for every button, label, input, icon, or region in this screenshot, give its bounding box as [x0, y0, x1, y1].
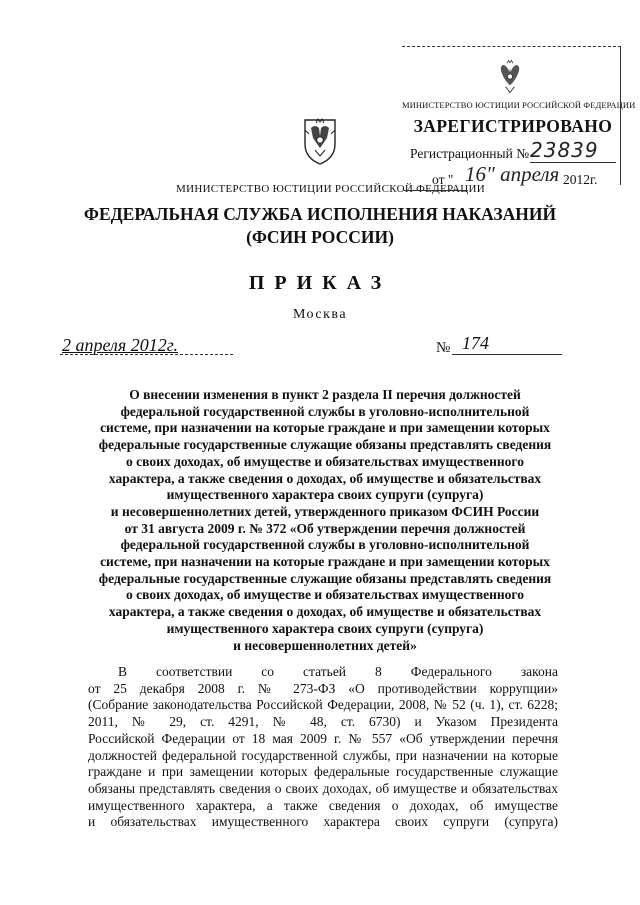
title-line: имущественного характера своих супруги (супруга) [166, 620, 484, 636]
stamp-reg-number: 23839 [530, 138, 616, 163]
title-line: от 31 августа 2009 г. № 372 «Об утверждении перечня должностей [124, 520, 526, 536]
order-title [70, 387, 580, 654]
document-type-heading: ПРИКАЗ [248, 272, 392, 294]
body-line: обязаны представлять сведения о своих доходах, об имуществе и обязательствах [88, 780, 558, 796]
order-number-label: № [436, 340, 451, 356]
order-date-line [60, 354, 233, 355]
coat-of-arms-icon [297, 114, 343, 166]
stamp-date-year: 2012г. [563, 172, 598, 187]
title-line: о своих доходах, об имуществе и обязательствах имущественного [126, 587, 524, 603]
stamp-ministry-text: МИНИСТЕРСТВО ЮСТИЦИИ РОССИЙСКОЙ ФЕДЕРАЦИИ [402, 100, 636, 110]
title-line: имущественного характера своих супруги (супруга) [166, 487, 484, 503]
title-line: и несовершеннолетних детей» [233, 637, 417, 653]
title-line: федеральные государственные служащие обязаны представлять сведения [98, 570, 552, 586]
stamp-coat-of-arms-icon [492, 59, 528, 97]
body-line: имущественного характера, а также сведения о доходах, об имуществе [88, 797, 558, 813]
order-number-handwritten: 174 [462, 333, 489, 353]
body-line: и обязательствах имущественного характера своих супруги (супруга) [88, 814, 558, 830]
title-line: и несовершеннолетних детей, утвержденного приказом ФСИН России [110, 503, 540, 519]
city-name: Москва [292, 307, 348, 322]
stamp-date-handwritten: 16" апреля [465, 162, 560, 186]
body-line: граждане и при замещении которых федеральные государственные служащие [88, 764, 558, 780]
ministry-name: МИНИСТЕРСТВО ЮСТИЦИИ РОССИЙСКОЙ ФЕДЕРАЦИИ [176, 183, 485, 195]
service-name: ФЕДЕРАЛЬНАЯ СЛУЖБА ИСПОЛНЕНИЯ НАКАЗАНИЙ [83, 204, 557, 224]
title-line: системе, при назначении на которые граждане и при замещении которых [100, 420, 550, 436]
title-line: О внесении изменения в пункт 2 раздела II перечня должностей [129, 387, 521, 402]
body-line: Российской Федерации от 18 мая 2009 г. № 557 «Об утверждении перечня [88, 730, 558, 746]
title-line: федеральной государственной службы в уголовно-исполнительной [120, 403, 530, 419]
title-line: характера, а также сведения о доходах, об имуществе и обязательствах [108, 470, 542, 486]
body-line: должностей федеральной государственной службы, при назначении на которые [88, 747, 558, 763]
body-line: В соответствии со статьей 8 Федерального закона [118, 664, 558, 679]
order-date-handwritten: 2 апреля 2012г. [62, 335, 179, 355]
body-line: от 25 декабря 2008 г. № 273-ФЗ «О противодействии коррупции» [88, 680, 558, 696]
stamp-reg-label: Регистрационный № [410, 146, 530, 161]
title-line: характера, а также сведения о доходах, об имуществе и обязательствах [108, 604, 542, 620]
title-line: федеральной государственной службы в уголовно-исполнительной [120, 537, 530, 553]
title-line: системе, при назначении на которые граждане и при замещении которых [100, 554, 550, 570]
stamp-registered-text: ЗАРЕГИСТРИРОВАНО [413, 116, 613, 136]
title-line: федеральные государственные служащие обязаны представлять сведения [98, 437, 552, 453]
body-line: 2011, № 29, ст. 4291, № 48, ст. 6730) и Указом Президента [88, 714, 558, 730]
order-body [88, 664, 558, 831]
stamp-date-prefix: от " [432, 172, 454, 187]
title-line: о своих доходах, об имуществе и обязательствах имущественного [126, 453, 524, 469]
body-line: (Собрание законодательства Российской Федерации, 2008, № 52 (ч. 1), ст. 6228; [88, 697, 558, 713]
order-number-line [452, 354, 562, 355]
strikethrough-line [404, 190, 468, 191]
service-abbreviation: (ФСИН РОССИИ) [246, 227, 394, 247]
